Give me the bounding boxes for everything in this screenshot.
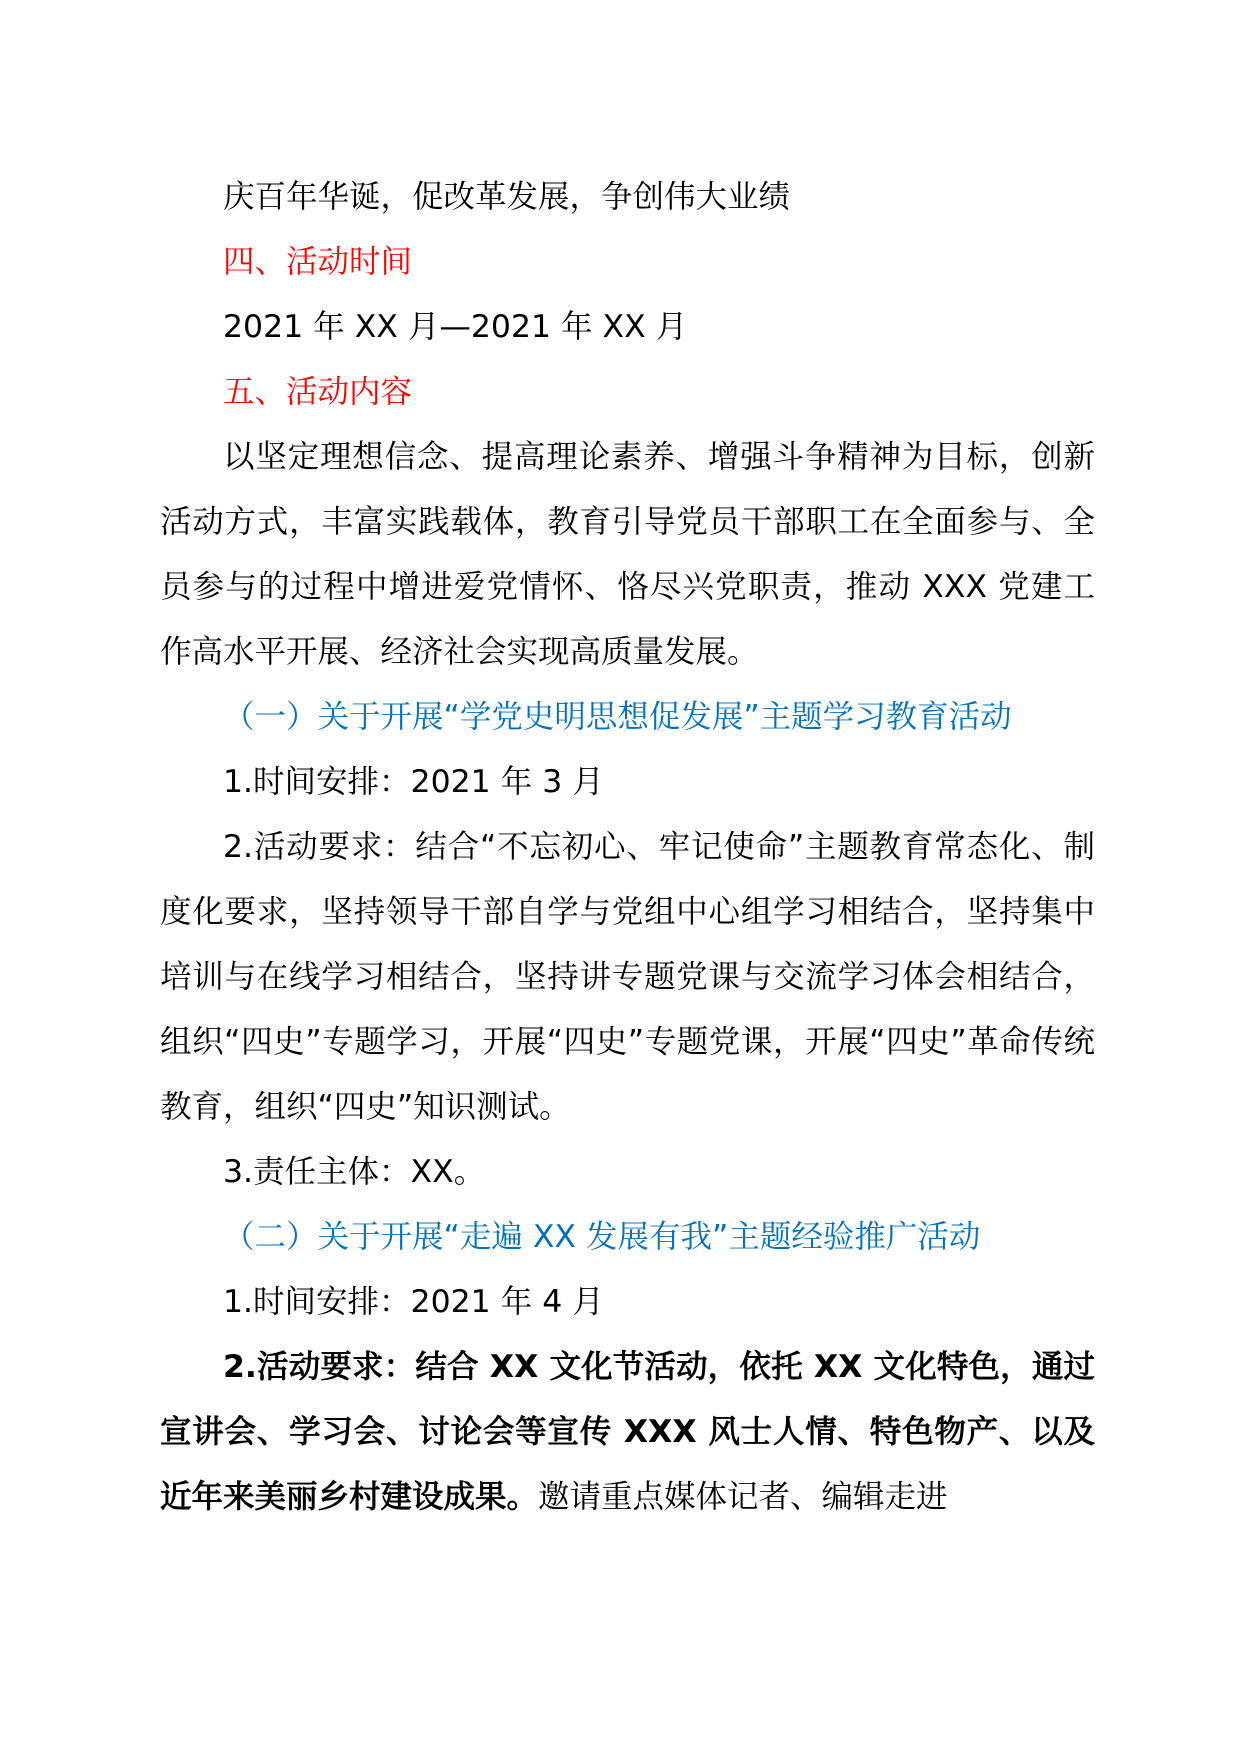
section2-requirements-rest: 邀请重点媒体记者、编辑走进 — [538, 1479, 948, 1515]
activity-time-range: 2021 年 XX 月—2021 年 XX 月 — [223, 309, 688, 345]
section1-requirements: 2.活动要求：结合“不忘初心、牢记使命”主题教育常态化、制度化要求，坚持领导干部自学与党组中心组学习相结合，坚持集中培训与在线学习相结合，坚持讲专题党课与交流学习体会相结合，组织“四史”专题学习，开展“四史”专题党课，开展“四史”革命传统教育，组织“四史”知识测试。 — [160, 829, 1095, 1125]
section1-responsible: 3.责任主体：XX。 — [223, 1154, 486, 1190]
section2-requirements — [160, 1335, 1095, 1530]
document-body — [160, 165, 1095, 1530]
heading-activity-time: 四、活动时间 — [223, 244, 413, 280]
section1-schedule: 1.时间安排：2021 年 3 月 — [223, 764, 604, 800]
section1-title: （一）关于开展“学党史明思想促发展”主题学习教育活动 — [223, 699, 1012, 735]
section2-title: （二）关于开展“走遍 XX 发展有我”主题经验推广活动 — [223, 1219, 981, 1255]
heading-activity-content: 五、活动内容 — [223, 374, 413, 410]
section2-requirements-bold: 2.活动要求：结合 XX 文化节活动，依托 XX 文化特色，通过宣讲会、学习会、讨论会等宣传 XXX 风士人情、特色物产、以及近年来美丽乡村建设成果。 — [160, 1349, 1095, 1515]
slogan-line: 庆百年华诞，促改革发展，争创伟大业绩 — [223, 179, 791, 215]
activity-content-paragraph: 以坚定理想信念、提高理论素养、增强斗争精神为目标，创新活动方式，丰富实践载体，教育引导党员干部职工在全面参与、全员参与的过程中增进爱党情怀、恪尽兴党职责，推动 XXX 党建工作高水平开展、经济社会实现高质量发展。 — [160, 439, 1095, 670]
section2-schedule: 1.时间安排：2021 年 4 月 — [223, 1284, 604, 1320]
